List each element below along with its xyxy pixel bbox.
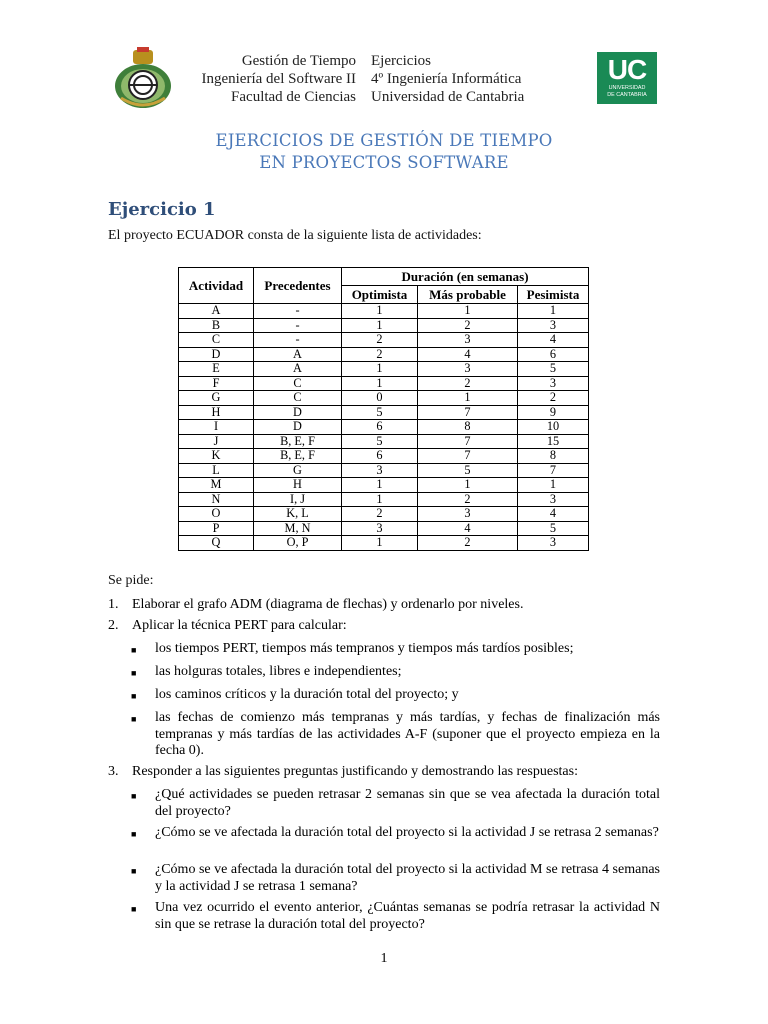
table-cell: 1 <box>518 478 589 493</box>
uc-logo-text: UC <box>607 54 647 85</box>
table-cell: K <box>179 449 254 464</box>
table-cell: 3 <box>342 463 418 478</box>
table-row <box>179 434 589 449</box>
table-cell: 1 <box>418 304 518 319</box>
document-title-line1: EJERCICIOS DE GESTIÓN DE TIEMPO <box>215 131 553 150</box>
header-degree: 4º Ingeniería Informática <box>371 71 522 87</box>
table-cell: A <box>254 347 342 362</box>
table-cell: F <box>179 376 254 391</box>
table-cell: I, J <box>254 492 342 507</box>
table-cell: 1 <box>518 304 589 319</box>
faculty-seal-logo <box>111 46 175 110</box>
table-cell: - <box>254 318 342 333</box>
table-cell: 1 <box>342 362 418 377</box>
bullet-icon: ■ <box>131 645 137 655</box>
col-header-probable: Más probable <box>418 286 518 304</box>
table-cell: P <box>179 521 254 536</box>
table-cell: L <box>179 463 254 478</box>
table-cell: E <box>179 362 254 377</box>
list-item: Una vez ocurrido el evento anterior, ¿Cuántas semanas se podría retrasar la actividad N sin que se retrase la duración total del proyecto? <box>155 900 660 932</box>
table-cell: 7 <box>518 463 589 478</box>
table-cell: M <box>179 478 254 493</box>
header-left <box>201 52 356 106</box>
table-cell: 1 <box>418 478 518 493</box>
table-row <box>179 521 589 536</box>
table-cell: 2 <box>342 333 418 348</box>
list-item: los caminos críticos y la duración total del proyecto; y <box>155 687 459 702</box>
document-title-line2: EN PROYECTOS SOFTWARE <box>259 153 509 172</box>
table-row <box>179 507 589 522</box>
table-cell: 5 <box>342 405 418 420</box>
table-cell: 1 <box>342 318 418 333</box>
list-item: ¿Cómo se ve afectada la duración total del proyecto si la actividad M se retrasa 4 semanas y la actividad J se retrasa 1 semana? <box>155 862 660 894</box>
col-header-precedentes: Precedentes <box>254 268 342 304</box>
list-item: las holguras totales, libres e independientes; <box>155 664 402 679</box>
col-header-pesimista: Pesimista <box>518 286 589 304</box>
table-cell: G <box>179 391 254 406</box>
list-item: las fechas de comienzo más tempranas y más tardías, y fechas de finalización más tempranas y más tardías de las actividades A-F (suponer que el proyecto empieza en la fecha 0). <box>155 710 660 758</box>
table-cell: 7 <box>418 449 518 464</box>
table-cell: 4 <box>418 347 518 362</box>
table-cell: B, E, F <box>254 449 342 464</box>
item-number-3: 3. <box>108 764 119 779</box>
table-cell: 6 <box>342 420 418 435</box>
table-cell: 4 <box>418 521 518 536</box>
table-row <box>179 405 589 420</box>
header-faculty: Facultad de Ciencias <box>231 89 356 105</box>
item-number-1: 1. <box>108 597 119 612</box>
table-cell: Q <box>179 536 254 551</box>
list-item: ¿Qué actividades se pueden retrasar 2 semanas sin que se vea afectada la duración total del proyecto? <box>155 787 660 819</box>
uc-logo-subtitle-1: UNIVERSIDAD <box>608 85 646 91</box>
table-cell: 3 <box>518 318 589 333</box>
table-cell: 5 <box>518 521 589 536</box>
uc-logo-subtitle-2: DE CANTABRIA <box>607 92 647 98</box>
bullet-icon: ■ <box>131 668 137 678</box>
header-subject: Gestión de Tiempo <box>241 53 356 69</box>
table-row <box>179 463 589 478</box>
bullet-icon: ■ <box>131 829 137 839</box>
table-row <box>179 391 589 406</box>
table-cell: J <box>179 434 254 449</box>
table-row <box>179 420 589 435</box>
table-cell: G <box>254 463 342 478</box>
table-row <box>179 304 589 319</box>
se-pide-label: Se pide: <box>108 573 154 588</box>
table-row <box>179 362 589 377</box>
table-cell: 10 <box>518 420 589 435</box>
uc-logo-subtitle <box>597 85 657 99</box>
activities-table <box>178 267 589 551</box>
table-cell: 1 <box>418 391 518 406</box>
table-row <box>179 376 589 391</box>
table-cell: 3 <box>418 362 518 377</box>
item-text-1: Elaborar el grafo ADM (diagrama de flechas) y ordenarlo por niveles. <box>132 597 524 612</box>
table-cell: 3 <box>518 376 589 391</box>
table-cell: C <box>179 333 254 348</box>
table-cell: 3 <box>518 492 589 507</box>
table-cell: A <box>179 304 254 319</box>
header-right <box>371 52 524 106</box>
table-row <box>179 492 589 507</box>
exercise-heading: Ejercicio 1 <box>108 199 216 220</box>
table-cell: 1 <box>342 304 418 319</box>
table-cell: 0 <box>342 391 418 406</box>
table-cell: 5 <box>342 434 418 449</box>
bullet-icon: ■ <box>131 904 137 914</box>
table-cell: 15 <box>518 434 589 449</box>
bullet-icon: ■ <box>131 714 137 724</box>
header-course: Ingeniería del Software II <box>201 71 356 87</box>
table-cell: H <box>254 478 342 493</box>
table-row <box>179 536 589 551</box>
table-cell: I <box>179 420 254 435</box>
table-cell: 4 <box>518 333 589 348</box>
col-header-actividad: Actividad <box>179 268 254 304</box>
item-number-2: 2. <box>108 618 119 633</box>
table-cell: 2 <box>342 507 418 522</box>
header-university: Universidad de Cantabria <box>371 89 525 105</box>
page-number: 1 <box>380 951 388 966</box>
table-cell: D <box>254 420 342 435</box>
table-cell: - <box>254 333 342 348</box>
table-cell: A <box>254 362 342 377</box>
uc-logo <box>597 52 657 104</box>
table-cell: 8 <box>418 420 518 435</box>
table-cell: M, N <box>254 521 342 536</box>
table-row <box>179 449 589 464</box>
table-cell: 1 <box>342 492 418 507</box>
table-cell: 3 <box>518 536 589 551</box>
table-cell: 6 <box>342 449 418 464</box>
table-cell: 2 <box>418 376 518 391</box>
table-cell: 9 <box>518 405 589 420</box>
table-cell: O, P <box>254 536 342 551</box>
table-cell: D <box>179 347 254 362</box>
table-cell: 3 <box>418 507 518 522</box>
table-cell: 5 <box>418 463 518 478</box>
table-cell: 5 <box>518 362 589 377</box>
table-cell: B <box>179 318 254 333</box>
table-cell: 4 <box>518 507 589 522</box>
table-cell: 7 <box>418 434 518 449</box>
bullet-icon: ■ <box>131 691 137 701</box>
table-cell: 2 <box>418 536 518 551</box>
intro-paragraph: El proyecto ECUADOR consta de la siguiente lista de actividades: <box>108 228 482 243</box>
bullet-icon: ■ <box>131 791 137 801</box>
table-cell: C <box>254 391 342 406</box>
bullet-icon: ■ <box>131 866 137 876</box>
table-cell: 2 <box>342 347 418 362</box>
item-text-2: Aplicar la técnica PERT para calcular: <box>132 618 347 633</box>
list-item: los tiempos PERT, tiempos más tempranos y tiempos más tardíos posibles; <box>155 641 574 656</box>
table-cell: C <box>254 376 342 391</box>
table-cell: 6 <box>518 347 589 362</box>
table-cell: 2 <box>418 492 518 507</box>
header-doc-type: Ejercicios <box>371 53 431 69</box>
table-cell: 3 <box>342 521 418 536</box>
table-cell: H <box>179 405 254 420</box>
table-row <box>179 318 589 333</box>
table-cell: 1 <box>342 478 418 493</box>
table-cell: 3 <box>418 333 518 348</box>
table-cell: 8 <box>518 449 589 464</box>
item-text-3: Responder a las siguientes preguntas justificando y demostrando las respuestas: <box>132 764 578 779</box>
table-cell: 7 <box>418 405 518 420</box>
table-cell: B, E, F <box>254 434 342 449</box>
table-cell: 1 <box>342 536 418 551</box>
table-cell: D <box>254 405 342 420</box>
col-header-duracion: Duración (en semanas) <box>342 268 589 286</box>
table-cell: 1 <box>342 376 418 391</box>
table-row <box>179 333 589 348</box>
table-cell: 2 <box>518 391 589 406</box>
list-item: ¿Cómo se ve afectada la duración total del proyecto si la actividad J se retrasa 2 semanas? <box>155 825 659 840</box>
table-cell: N <box>179 492 254 507</box>
table-cell: O <box>179 507 254 522</box>
table-cell: 2 <box>418 318 518 333</box>
table-cell: - <box>254 304 342 319</box>
table-cell: K, L <box>254 507 342 522</box>
table-row <box>179 347 589 362</box>
col-header-optimista: Optimista <box>342 286 418 304</box>
table-row <box>179 478 589 493</box>
